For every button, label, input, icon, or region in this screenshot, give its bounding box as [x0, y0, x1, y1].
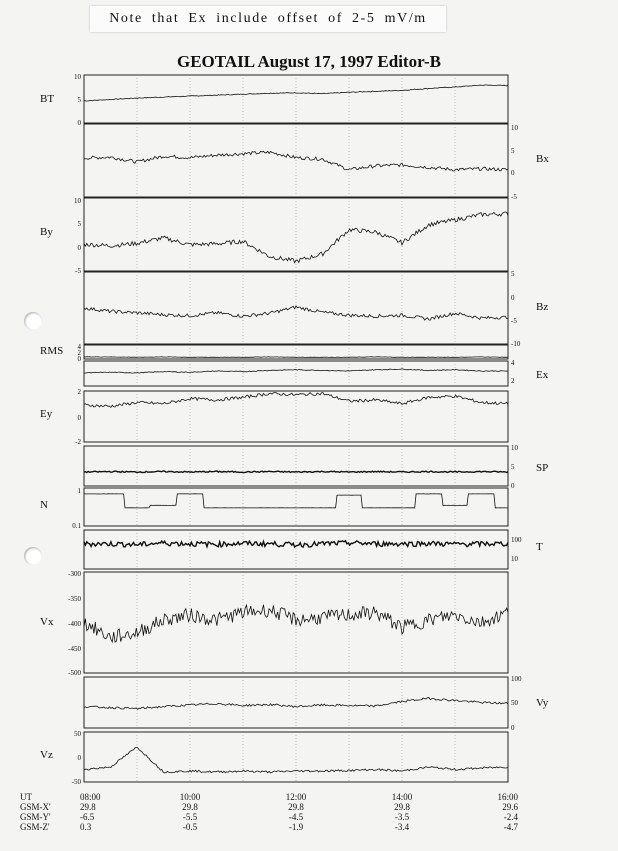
vz-tick-label: 50 — [74, 730, 81, 738]
footer-value: 16:00 — [497, 792, 518, 802]
by-tick-label: 5 — [77, 220, 81, 228]
footer-value: 29.8 — [394, 802, 410, 812]
sp-tick-label: 5 — [511, 463, 515, 471]
vx-tick-label: -500 — [68, 669, 81, 677]
ex-tick-label: 2 — [511, 377, 515, 385]
bx-tick-label: 5 — [511, 147, 515, 155]
sp-tick-label: 0 — [511, 482, 515, 490]
rms-label: RMS — [40, 345, 64, 357]
vy-tick-label: 0 — [511, 724, 515, 732]
ey-tick-label: -2 — [75, 438, 81, 446]
rms-tick-label: 0 — [77, 355, 81, 363]
n-tick-label: 1 — [77, 487, 81, 495]
vz-tick-label: 0 — [77, 754, 81, 762]
rms-tick-label: 2 — [77, 349, 81, 357]
bx-tick-label: 0 — [511, 169, 515, 177]
sp-tick-label: 10 — [511, 444, 518, 452]
bt-tick-label: 10 — [74, 73, 81, 81]
sp-label: SP — [536, 462, 549, 474]
vx-tick-label: -300 — [68, 570, 81, 578]
bt-tick-label: 5 — [77, 96, 81, 104]
rms-tick-label: 4 — [77, 343, 81, 351]
footer-value: -2.4 — [503, 812, 518, 822]
ey-trace — [84, 392, 508, 407]
vx-tick-label: -350 — [68, 595, 81, 603]
bz-tick-label: 0 — [511, 294, 515, 302]
vy-panel-frame — [84, 677, 508, 728]
footer-value: 0.3 — [80, 822, 92, 832]
footer-value: 29.8 — [80, 802, 96, 812]
ey-tick-label: 0 — [77, 414, 81, 422]
offset-note: Note that Ex include offset of 2-5 mV/m — [90, 6, 446, 32]
footer-row-label: UT — [20, 792, 32, 802]
rms-trace — [84, 357, 508, 358]
footer-row-label: GSM-Z' — [20, 822, 50, 832]
chart-title: GEOTAIL August 17, 1997 Editor-B — [176, 52, 442, 71]
footer-value: -5.5 — [182, 812, 198, 822]
footer-value: 29.8 — [182, 802, 198, 812]
footer-value: 12:00 — [285, 792, 307, 802]
by-tick-label: -5 — [75, 267, 81, 275]
ey-label: Ey — [40, 408, 53, 420]
bx-tick-label: 10 — [511, 124, 518, 132]
footer-value: 29.6 — [502, 802, 518, 812]
footer-value: -3.5 — [394, 812, 410, 822]
footer-value: -0.5 — [182, 822, 198, 832]
footer-value: 08:00 — [80, 792, 101, 802]
vx-label: Vx — [40, 616, 54, 628]
footer-value: -4.5 — [288, 812, 304, 822]
vz-trace — [84, 747, 508, 773]
t-label: T — [536, 541, 543, 553]
bt-tick-label: 0 — [77, 119, 81, 127]
n-label: N — [40, 499, 48, 511]
ey-tick-label: 2 — [77, 388, 81, 396]
vz-tick-label: -50 — [71, 778, 81, 786]
footer-value: 29.8 — [288, 802, 304, 812]
vy-tick-label: 100 — [511, 675, 522, 683]
footer-value: -1.9 — [288, 822, 304, 832]
t-tick-label: 10 — [511, 555, 518, 563]
ex-label: Ex — [536, 369, 549, 381]
ey-panel-frame — [84, 391, 508, 442]
bt-label: BT — [40, 93, 55, 105]
bz-tick-label: 5 — [511, 270, 515, 278]
vx-tick-label: -400 — [68, 620, 81, 628]
sp-trace — [84, 471, 508, 473]
footer-row-label: GSM-Y' — [20, 812, 51, 822]
by-label: By — [40, 226, 53, 238]
footer-value: 14:00 — [391, 792, 413, 802]
footer-value: -3.4 — [394, 822, 410, 832]
by-tick-label: 10 — [74, 197, 81, 205]
bx-label: Bx — [536, 153, 549, 165]
vx-tick-label: -450 — [68, 645, 81, 653]
footer-value: -4.7 — [503, 822, 518, 832]
ex-tick-label: 4 — [511, 359, 515, 367]
footer-value: -6.5 — [80, 812, 95, 822]
footer-value: 10:00 — [179, 792, 201, 802]
bz-tick-label: -10 — [511, 340, 521, 348]
vy-tick-label: 50 — [511, 699, 518, 707]
vz-label: Vz — [40, 749, 53, 761]
footer-row-label: GSM-X' — [20, 802, 51, 812]
vy-label: Vy — [536, 697, 549, 709]
vx-trace — [84, 605, 508, 642]
n-tick-label: 0.1 — [72, 522, 81, 530]
bz-tick-label: -5 — [511, 317, 517, 325]
by-tick-label: 0 — [77, 244, 81, 252]
bz-label: Bz — [536, 301, 549, 313]
t-tick-label: 100 — [511, 536, 522, 544]
t-trace — [84, 541, 508, 547]
bx-tick-label: -5 — [511, 193, 517, 201]
